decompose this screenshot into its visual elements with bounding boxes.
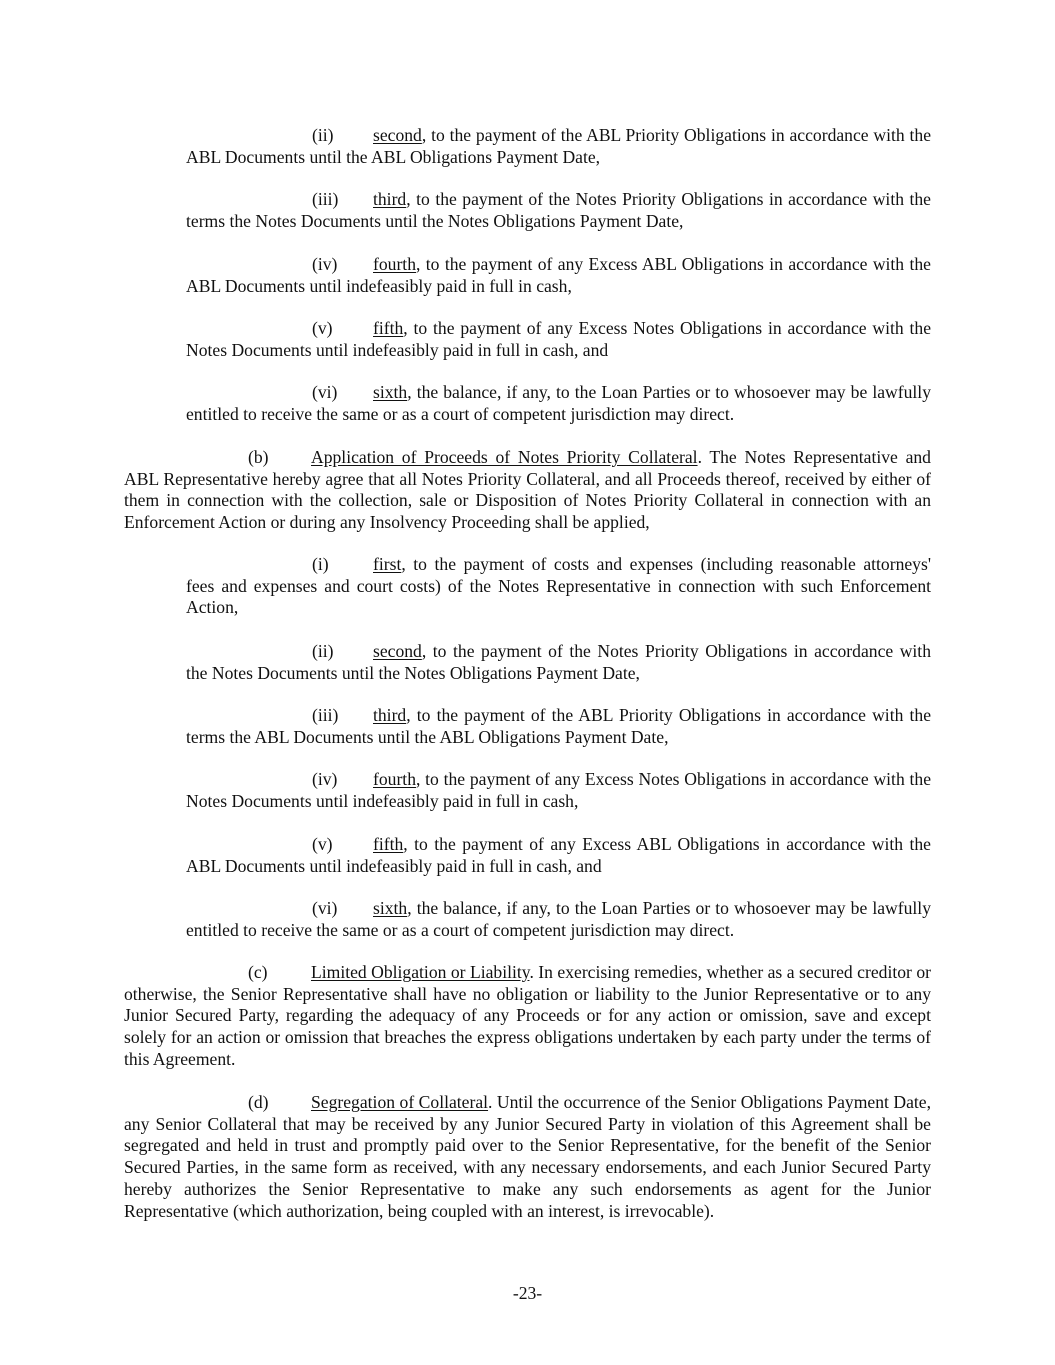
clause-numeral: (iv) bbox=[312, 769, 338, 789]
clause-b-i bbox=[186, 554, 931, 619]
clause-b-vi bbox=[186, 898, 931, 941]
clause-numeral: (iii) bbox=[312, 189, 339, 209]
clause-text: , to the payment of the Notes Priority Obligations in accordance with the Notes Documents until the Notes Obligations Payment Date, bbox=[186, 641, 931, 683]
clause-a-iii bbox=[186, 189, 931, 232]
clause-ordinal: second bbox=[373, 641, 422, 661]
clause-ordinal: fourth bbox=[373, 769, 416, 789]
clause-text: , the balance, if any, to the Loan Parties or to whosoever may be lawfully entitled to receive the same or as a court of competent jurisdiction may direct. bbox=[186, 382, 931, 424]
clause-b-v bbox=[186, 834, 931, 877]
section-c bbox=[124, 962, 931, 1071]
clause-ordinal: fourth bbox=[373, 254, 416, 274]
section-text: . Until the occurrence of the Senior Obligations Payment Date, any Senior Collateral that may be received by any Junior Secured Party in violation of this Agreement shall be segregated and held in trust and promptly paid over to the Senior Representative, for the benefit of the Senior Secured Parties, in the same form as received, with any necessary endorsements, and each Junior Secured Party hereby authorizes the Senior Representative to make any such endorsements as agent for the Junior Representative (which authorization, being coupled with an interest, is irrevocable). bbox=[124, 1092, 932, 1221]
clause-text: , to the payment of any Excess Notes Obligations in accordance with the Notes Documents until indefeasibly paid in full in cash, bbox=[186, 769, 931, 811]
clause-text: , to the payment of any Excess ABL Obligations in accordance with the ABL Documents until indefeasibly paid in full in cash, and bbox=[186, 834, 931, 876]
clause-ordinal: sixth bbox=[373, 898, 408, 918]
section-heading: Limited Obligation or Liability bbox=[311, 962, 530, 982]
clause-text: , to the payment of the ABL Priority Obligations in accordance with the ABL Documents until the ABL Obligations Payment Date, bbox=[186, 125, 931, 167]
section-letter: (c) bbox=[248, 962, 268, 982]
clause-numeral: (v) bbox=[312, 834, 333, 854]
clause-ordinal: third bbox=[373, 189, 407, 209]
clause-b-iv bbox=[186, 769, 931, 812]
clause-text: , to the payment of the ABL Priority Obligations in accordance with the terms the ABL Documents until the ABL Obligations Payment Date, bbox=[186, 705, 931, 747]
section-heading: Segregation of Collateral bbox=[311, 1092, 489, 1112]
clause-text: , to the payment of costs and expenses (including reasonable attorneys' fees and expenses and court costs) of the Notes Representative in connection with such Enforcement Action, bbox=[186, 554, 931, 618]
clause-text: , to the payment of any Excess Notes Obligations in accordance with the Notes Documents until indefeasibly paid in full in cash, and bbox=[186, 318, 931, 360]
clause-b-iii bbox=[186, 705, 931, 748]
section-b bbox=[124, 447, 931, 534]
clause-numeral: (v) bbox=[312, 318, 333, 338]
clause-numeral: (ii) bbox=[312, 641, 334, 661]
clause-ordinal: first bbox=[373, 554, 402, 574]
clause-numeral: (vi) bbox=[312, 898, 338, 918]
section-letter: (d) bbox=[248, 1092, 269, 1112]
section-text: . In exercising remedies, whether as a secured creditor or otherwise, the Senior Representative shall have no obligation or liability to the Junior Representative or to any Junior Secured Party, regarding the adequacy of any Proceeds or for any action or omission, save and except solely for an action or omission that breaches the express obligations undertaken by each party under the terms of this Agreement. bbox=[124, 962, 931, 1069]
clause-a-ii bbox=[186, 125, 931, 168]
clause-numeral: (vi) bbox=[312, 382, 338, 402]
clause-text: , to the payment of any Excess ABL Obligations in accordance with the ABL Documents until indefeasibly paid in full in cash, bbox=[186, 254, 931, 296]
clause-ordinal: sixth bbox=[373, 382, 408, 402]
clause-numeral: (iii) bbox=[312, 705, 339, 725]
clause-ordinal: third bbox=[373, 705, 407, 725]
clause-a-iv bbox=[186, 254, 931, 297]
clause-text: , to the payment of the Notes Priority Obligations in accordance with the terms the Notes Documents until the Notes Obligations Payment Date, bbox=[186, 189, 931, 231]
clause-numeral: (iv) bbox=[312, 254, 338, 274]
page-number: -23- bbox=[512, 1283, 543, 1303]
clause-a-vi bbox=[186, 382, 931, 425]
clause-ordinal: second bbox=[373, 125, 422, 145]
clause-ordinal: fifth bbox=[373, 318, 404, 338]
section-text: . The Notes Representative and ABL Representative hereby agree that all Notes Priority Collateral, and all Proceeds thereof, received by either of them in connection with the collection, sale or Disposition of Notes Priority Collateral in connection with an Enforcement Action or during any Insolvency Proceeding shall be applied, bbox=[124, 447, 931, 533]
section-d bbox=[124, 1092, 931, 1222]
clause-ordinal: fifth bbox=[373, 834, 404, 854]
clause-numeral: (ii) bbox=[312, 125, 334, 145]
clause-a-v bbox=[186, 318, 931, 361]
section-heading: Application of Proceeds of Notes Priority Collateral bbox=[311, 447, 698, 467]
clause-numeral: (i) bbox=[312, 554, 329, 574]
clause-text: , the balance, if any, to the Loan Parties or to whosoever may be lawfully entitled to receive the same or as a court of competent jurisdiction may direct. bbox=[186, 898, 931, 940]
clause-b-ii bbox=[186, 641, 931, 684]
section-letter: (b) bbox=[248, 447, 269, 467]
